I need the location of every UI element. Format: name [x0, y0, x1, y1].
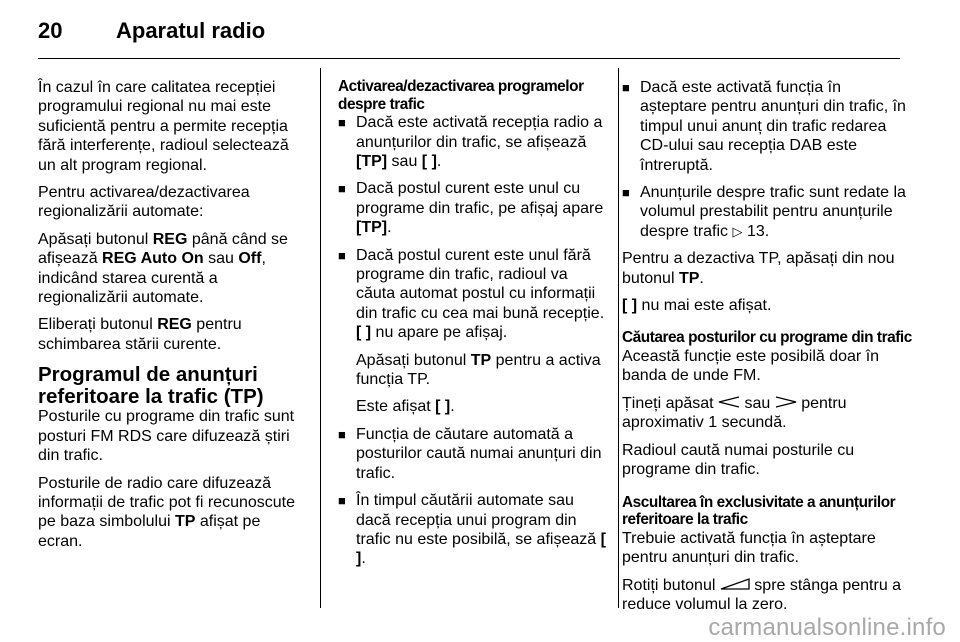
- paragraph: Rotiți butonul spre stânga pentru a reduce volumul la zero.: [622, 576, 902, 613]
- page-title: Aparatul radio: [116, 18, 266, 43]
- subsection-heading: Activarea/dezactivarea programelor despre trafic: [338, 78, 584, 113]
- page-reference-arrow-icon: ▷: [732, 223, 743, 239]
- bullet-list: [622, 78, 912, 241]
- section-heading: Programul de anunțuri referitoare la trafic (TP): [38, 363, 264, 408]
- column-divider: [618, 68, 619, 608]
- list-item: ■ În timpul căutării automate sau dacă recepția unui program din trafic nu este posibilă, se afișează [ ].: [338, 491, 608, 569]
- tp-symbol: TP: [174, 513, 196, 531]
- paragraph: Posturile cu programe din trafic sunt posturi FM RDS care difuzează știri din trafic.: [38, 408, 295, 465]
- reg-button-label: REG: [152, 230, 188, 248]
- subsection-heading: Ascultarea în exclusivitate a anunțurilor referitoare la trafic: [622, 493, 896, 529]
- column-1: [38, 78, 306, 559]
- paragraph: Pentru a dezactiva TP, apăsați din nou butonul TP.: [622, 250, 895, 287]
- seek-right-icon: [775, 394, 797, 413]
- paragraph: [ ] nu mai este afișat.: [622, 297, 772, 315]
- list-item: ■ Dacă postul curent este unul fără programe din trafic, radioul va căuta automat postul cu informații din trafic cu cea mai bună recepție. [ ] nu apare pe afișaj. Apăsați butonul TP pentru a activa funcția TP. Este afișat [ ].: [338, 246, 608, 417]
- list-item: ■ Dacă este activată funcția în așteptare pentru anunțuri din trafic, în timpul unui anunț din trafic redarea CD-ului sau recepția DAB este întreruptă.: [622, 78, 912, 175]
- paragraph: Apăsați butonul REG până când se afișează REG Auto On sau Off, indicând starea curentă a regionalizării automate.: [38, 230, 288, 307]
- page-reference: 13: [746, 222, 765, 240]
- paragraph: Pentru activarea/dezactivarea regionalizării automate:: [38, 184, 250, 221]
- paragraph: În cazul în care calitatea recepției programului regional nu mai este suficientă pentru a permite recepția fără interferențe, radioul selectează un alt program regional.: [38, 79, 289, 174]
- volume-knob-icon: [720, 576, 750, 595]
- list-item: ■ Funcția de căutare automată a posturilor caută numai anunțuri din trafic.: [338, 425, 608, 483]
- bullet-list: [338, 113, 608, 569]
- list-item: ■ Dacă postul curent este unul cu programe din trafic, pe afișaj apare [TP].: [338, 179, 608, 237]
- subsection-heading: Căutarea posturilor cu programe din trafic: [622, 329, 912, 347]
- list-item: ■ Dacă este activată recepția radio a anunțurilor din trafic, se afișează [TP] sau [ ].: [338, 113, 608, 171]
- paragraph: Această funcție este posibilă doar în banda de unde FM.: [622, 348, 880, 385]
- reg-button-label: REG: [157, 316, 192, 334]
- page-number: 20: [38, 18, 63, 43]
- seek-left-icon: [718, 394, 740, 413]
- paragraph: Radioul caută numai posturile cu programe din trafic.: [622, 441, 855, 479]
- paragraph: [ ] nu apare pe afișaj.: [356, 324, 508, 342]
- column-2: [338, 78, 608, 577]
- paragraph: Trebuie activată funcția în așteptare pentru anunțuri din trafic.: [622, 529, 876, 567]
- column-3: [622, 78, 912, 622]
- paragraph: Țineți apăsat sau pentru aproximativ 1 secundă.: [622, 394, 847, 432]
- header-rule: [38, 58, 900, 59]
- paragraph: Posturile de radio care difuzează informații de trafic pot fi recunoscute pe baza simbolului TP afișat pe ecran.: [38, 474, 296, 550]
- list-item: ■ Anunțurile despre trafic sunt redate la volumul prestabilit pentru anunțurile despre trafic ▷ 13.: [622, 183, 912, 241]
- paragraph: Este afișat [ ].: [356, 398, 455, 416]
- column-divider: [320, 68, 321, 608]
- paragraph: Apăsați butonul TP pentru a activa funcția TP.: [356, 351, 601, 389]
- paragraph: Eliberați butonul REG pentru schimbarea stării curente.: [38, 316, 242, 353]
- reg-auto-on-label: REG Auto On: [102, 250, 204, 268]
- watermark: carmanualsonline.info: [708, 614, 946, 641]
- off-label: Off: [238, 250, 262, 268]
